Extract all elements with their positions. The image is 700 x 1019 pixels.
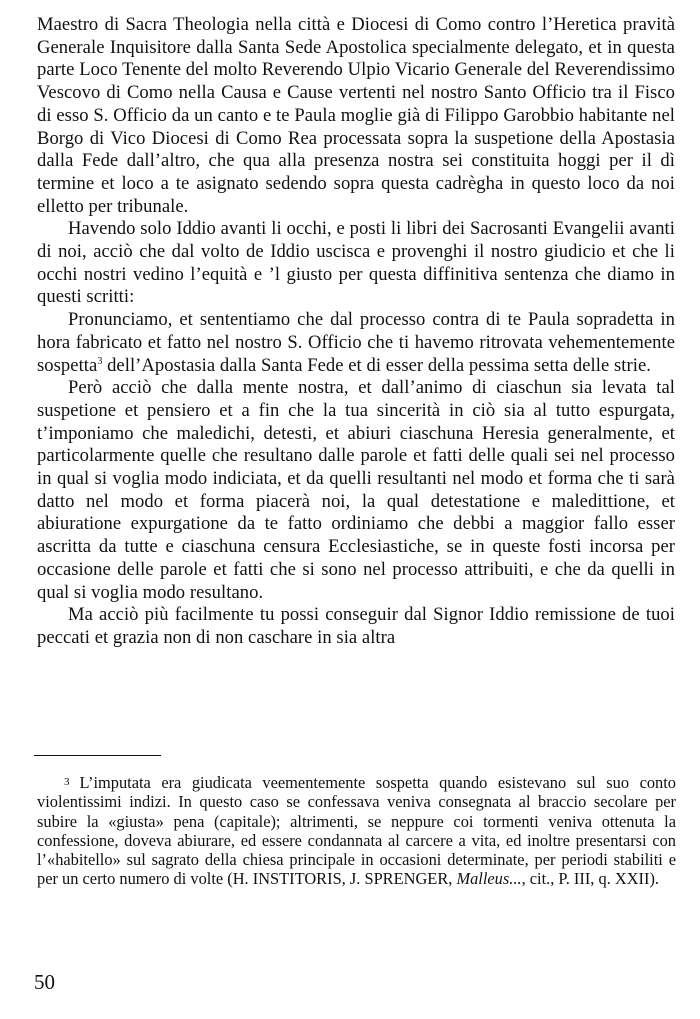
paragraph-3-text-a: Pronunciamo, et sententiamo che dal processo contra di te Paula sopradetta in hora fabricato et fatto nel nostro S. Officio che ti havemo ritrovata vehementemente sospetta [37, 309, 675, 376]
footnote [37, 773, 676, 889]
footnote-divider [34, 755, 161, 756]
footnote-reference: 3 [97, 355, 103, 367]
paragraph-3-text-b: dell’Apostasia dalla Santa Fede et di esser della pessima setta delle strie. [102, 354, 651, 376]
paragraph-3 [37, 309, 675, 377]
footnote-number: 3 [64, 776, 70, 788]
footnote-text-end: , cit., P. III, q. XXII). [521, 869, 660, 889]
footnote-text-main: L’imputata era giudicata veementemente sospetta quando esistevano sul suo conto violentissimi indizi. In questo caso se confessava veniva consegnata al braccio secolare per subire la «giusta» pena (capitale); altrimenti, se neppure coi tormenti veniva ottenuta la confessione, doveva abiurare, ed essere condannata al carcere a vita, ed inoltre presentarsi con l’«habitello» sul sagrato della chiesa principale in occasioni determinate, per periodi stabiliti e per un certo numero di volte (H. INSTITORIS, J. SPRENGER, [37, 773, 676, 889]
main-text [37, 14, 675, 650]
page-body [37, 14, 675, 650]
page-number: 50 [34, 970, 55, 994]
paragraph-4: Però acciò che dalla mente nostra, et dall’animo di ciaschun sia levata tal suspetione et pensiero et a fin che la tua sincerità in ciò sia al tutto espurgata, t’imponiamo che maledichi, detesti, et abiuri ciaschuna Heresia generalmente, et particolarmente quelle che resultano dalle parole et fatti delle quali sei nel processo in qual si voglia modo indiciata, et da quelli resultanti nel modo et forma che ti sarà datto nel modo et forma piacerà noi, la qual detestatione e maledittione, et abiuratione expurgatione da te fatto ordiniamo che debbi a maggior fallo esser ascritta da tutte e ciaschuna censura Ecclesiastiche, se in queste fosti incorsa per occasione delle parole et fatti che si sono nel processo attribuiti, e che da quelli in qual si voglia modo resultano. [37, 377, 675, 603]
paragraph-1: Maestro di Sacra Theologia nella città e Diocesi di Como contro l’Heretica pravità Generale Inquisitore dalla Santa Sede Apostolica specialmente delegato, et in questa parte Loco Tenente del molto Reverendo Ulpio Vicario Generale del Reverendissimo Vescovo di Como nella Causa e Cause vertenti nel nostro Santo Officio tra il Fisco di esso S. Officio da un canto e te Paula moglie già di Filippo Garobbio habitante nel Borgo di Vico Diocesi di Como Rea processata sopra la suspetione della Apostasia dalla Fede dall’altro, che qua alla presenza nostra sei constituita hoggi per il dì termine et loco a te asignato sedendo sopra questa cadrègha in questo loco da noi elletto per tribunale. [37, 14, 675, 217]
paragraph-5: Ma acciò più facilmente tu possi conseguir dal Signor Iddio remissione de tuoi peccati et grazia non di non caschare in sia altra [37, 604, 675, 648]
paragraph-2: Havendo solo Iddio avanti li occhi, e posti li libri dei Sacrosanti Evangelii avanti di noi, acciò che dal volto de Iddio uscisca e provenghi il nostro giudicio et che li occhi nostri vedino l’equità e ’l giusto per questa diffinitiva sentenza che diamo in questi scritti: [37, 218, 675, 308]
footnote-text [37, 773, 676, 889]
footnote-text-italic: Malleus... [456, 869, 522, 889]
